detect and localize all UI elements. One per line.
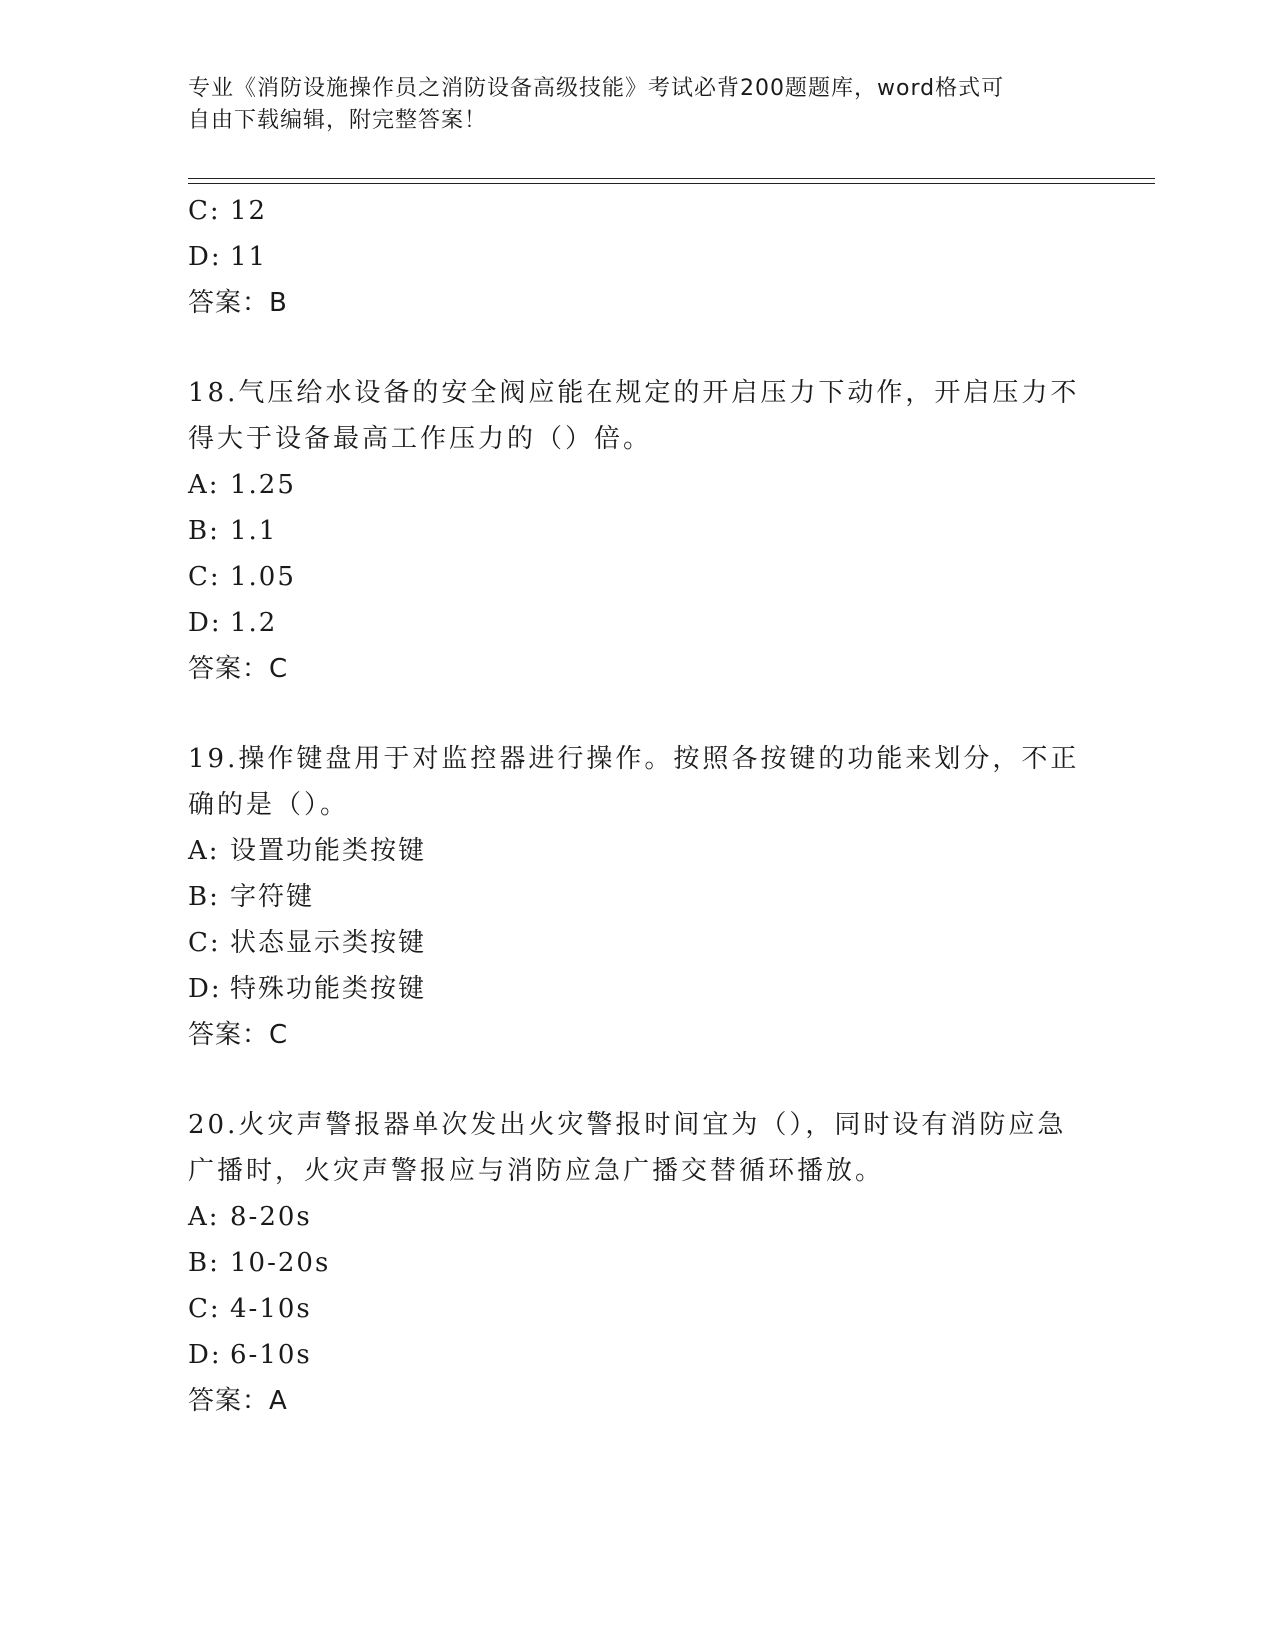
option-d <box>188 966 1088 1012</box>
option-text: 1.05 <box>230 562 296 592</box>
option-b <box>188 1240 1088 1286</box>
question-line-2: 得大于设备最高工作压力的（）倍。 <box>188 424 653 454</box>
option-text: 字符键 <box>230 882 315 912</box>
option-b <box>188 508 1088 554</box>
answer-line: 答案：A <box>188 1386 288 1416</box>
header-divider-top <box>188 178 1155 179</box>
answer-line: 答案：B <box>188 288 288 318</box>
option-text: 8-20s <box>230 1202 312 1232</box>
option-d <box>188 234 1088 280</box>
option-key: B: <box>188 1248 220 1278</box>
question-block <box>188 1102 1088 1424</box>
option-key: B: <box>188 516 220 546</box>
document-header <box>188 73 1068 137</box>
answer-line: 答案：C <box>188 654 289 684</box>
question-text <box>188 370 1088 462</box>
option-c <box>188 554 1088 600</box>
option-key: A: <box>188 470 220 500</box>
option-key: D: <box>188 242 222 272</box>
option-b <box>188 874 1088 920</box>
header-divider-bottom <box>188 183 1155 184</box>
option-key: C: <box>188 196 221 226</box>
option-text: 状态显示类按键 <box>230 928 427 958</box>
option-key: D: <box>188 608 222 638</box>
option-key: A: <box>188 1202 220 1232</box>
option-text: 11 <box>230 242 268 272</box>
option-c <box>188 188 1088 234</box>
option-a <box>188 462 1088 508</box>
option-text: 1.25 <box>230 470 296 500</box>
option-text: 特殊功能类按键 <box>230 974 427 1004</box>
option-key: C: <box>188 562 221 592</box>
question-text <box>188 736 1088 828</box>
question-line-2: 确的是（）。 <box>188 790 350 820</box>
option-key: D: <box>188 1340 222 1370</box>
option-key: A: <box>188 836 220 866</box>
answer-line: 答案：C <box>188 1020 289 1050</box>
question-text <box>188 1102 1088 1194</box>
option-a <box>188 828 1088 874</box>
question-line-2: 广播时，火灾声警报应与消防应急广播交替循环播放。 <box>188 1156 885 1186</box>
question-line-1: 18.气压给水设备的安全阀应能在规定的开启压力下动作，开启压力不 <box>188 378 1080 408</box>
header-title-line-1: 专业《消防设施操作员之消防设备高级技能》考试必背200题题库，word格式可 <box>188 76 1005 101</box>
option-text: 4-10s <box>230 1294 312 1324</box>
question-line-1: 20.火灾声警报器单次发出火灾警报时间宜为（），同时设有消防应急 <box>188 1110 1067 1140</box>
option-text: 6-10s <box>230 1340 312 1370</box>
document-body <box>188 188 1088 1424</box>
question-line-1: 19.操作键盘用于对监控器进行操作。按照各按键的功能来划分，不正 <box>188 744 1080 774</box>
option-a <box>188 1194 1088 1240</box>
question-block <box>188 370 1088 692</box>
option-c <box>188 1286 1088 1332</box>
option-key: C: <box>188 1294 221 1324</box>
option-text: 1.1 <box>230 516 278 546</box>
option-d <box>188 1332 1088 1378</box>
option-text: 设置功能类按键 <box>230 836 427 866</box>
option-d <box>188 600 1088 646</box>
option-text: 12 <box>230 196 268 226</box>
option-key: B: <box>188 882 220 912</box>
question-block <box>188 736 1088 1058</box>
previous-question-tail <box>188 188 1088 326</box>
option-text: 1.2 <box>230 608 278 638</box>
option-key: D: <box>188 974 222 1004</box>
option-c <box>188 920 1088 966</box>
option-key: C: <box>188 928 221 958</box>
option-text: 10-20s <box>230 1248 331 1278</box>
header-title-line-2: 自由下载编辑，附完整答案！ <box>188 108 488 133</box>
